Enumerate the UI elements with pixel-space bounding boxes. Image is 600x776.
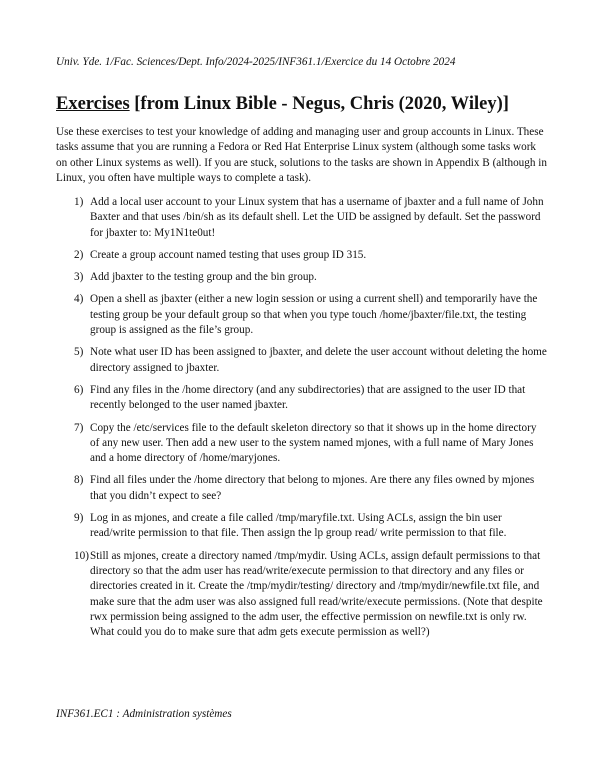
exercise-item bbox=[56, 383, 548, 414]
page-header: Univ. Yde. 1/Fac. Sciences/Dept. Info/2024-2025/INF361.1/Exercice du 14 Octobre 2024 bbox=[56, 56, 456, 68]
exercise-number: 6) bbox=[74, 383, 84, 396]
exercise-item bbox=[56, 549, 548, 641]
exercise-list bbox=[56, 195, 548, 647]
page-footer: INF361.EC1 : Administration systèmes bbox=[56, 708, 232, 720]
exercise-text: Add jbaxter to the testing group and the bin group. bbox=[90, 271, 317, 284]
intro-paragraph: Use these exercises to test your knowledge of adding and managing user and group accounts in Linux. These tasks assume that you are running a Fedora or Red Hat Enterprise Linux system (although some tasks work on other Linux systems as well). If you are stuck, solutions to the tasks are shown in Appendix B (although in Linux, you often have multiple ways to complete a task). bbox=[56, 126, 547, 184]
exercise-text: Find all files under the /home directory that belong to mjones. Are there any files owned by mjones that you didn’t expect to see? bbox=[90, 474, 535, 502]
exercise-number: 3) bbox=[74, 271, 84, 284]
exercise-number: 9) bbox=[74, 512, 84, 525]
exercise-item bbox=[56, 345, 548, 376]
exercise-number: 10) bbox=[74, 549, 89, 562]
exercise-text: Note what user ID has been assigned to jbaxter, and delete the user account without deleting the home directory assigned to jbaxter. bbox=[90, 346, 547, 374]
exercise-text: Find any files in the /home directory (and any subdirectories) that are assigned to the user ID that recently belonged to the user named jbaxter. bbox=[90, 383, 526, 412]
exercise-number: 1) bbox=[74, 196, 84, 208]
exercise-number: 2) bbox=[74, 248, 84, 261]
exercise-text: Create a group account named testing that uses group ID 315. bbox=[90, 248, 367, 261]
exercise-text: Add a local user account to your Linux system that has a username of jbaxter and a full name of John Baxter and that uses /bin/sh as its default shell. Let the UID be assigned by default. Set the password for jbaxter to: My1N1te0ut! bbox=[90, 196, 544, 239]
exercise-text: Open a shell as jbaxter (either a new login session or using a current shell) and temporarily have the testing group be your default group so that when you type touch /home/jbaxter/file.txt, the testing group is assigned as the file’s group. bbox=[90, 293, 538, 337]
exercise-item bbox=[56, 195, 548, 241]
title-source: [from Linux Bible - Negus, Chris (2020, Wiley)] bbox=[129, 94, 509, 114]
exercise-number: 4) bbox=[74, 293, 84, 306]
exercise-number: 5) bbox=[74, 346, 84, 359]
exercise-number: 8) bbox=[74, 474, 84, 487]
exercise-item bbox=[56, 270, 548, 285]
exercise-number: 7) bbox=[74, 421, 84, 434]
exercise-item bbox=[56, 248, 548, 263]
exercise-text: Copy the /etc/services file to the default skeleton directory so that it shows up in the home directory of any new user. Then add a new user to the system named mjones, with a full name of Mary Jones and a home directory of /home/maryjones. bbox=[90, 421, 537, 465]
document-title bbox=[56, 94, 556, 115]
exercise-item bbox=[56, 421, 548, 467]
exercise-text: Still as mjones, create a directory named /tmp/mydir. Using ACLs, assign default permissions to that directory so that the adm user has read/write/execute permission to that directory and any files or directories created in it. Create the /tmp/mydir/testing/ directory and /tmp/mydir/newfile.txt file, and make sure that the adm user was also assigned full read/write/execute permissions. (Note that despite rwx permission being assigned to the adm user, the effective permission on newfile.txt is only rw. What could you do to make sure that adm gets execute permission as well?) bbox=[90, 549, 543, 639]
exercise-item bbox=[56, 511, 548, 542]
exercise-text: Log in as mjones, and create a file called /tmp/maryfile.txt. Using ACLs, assign the bin user read/write permission to that file. Then assign the lp group read/ write permission to that file. bbox=[90, 512, 507, 540]
exercise-item bbox=[56, 473, 548, 504]
exercise-item bbox=[56, 292, 548, 338]
title-exercises: Exercises bbox=[56, 94, 130, 114]
